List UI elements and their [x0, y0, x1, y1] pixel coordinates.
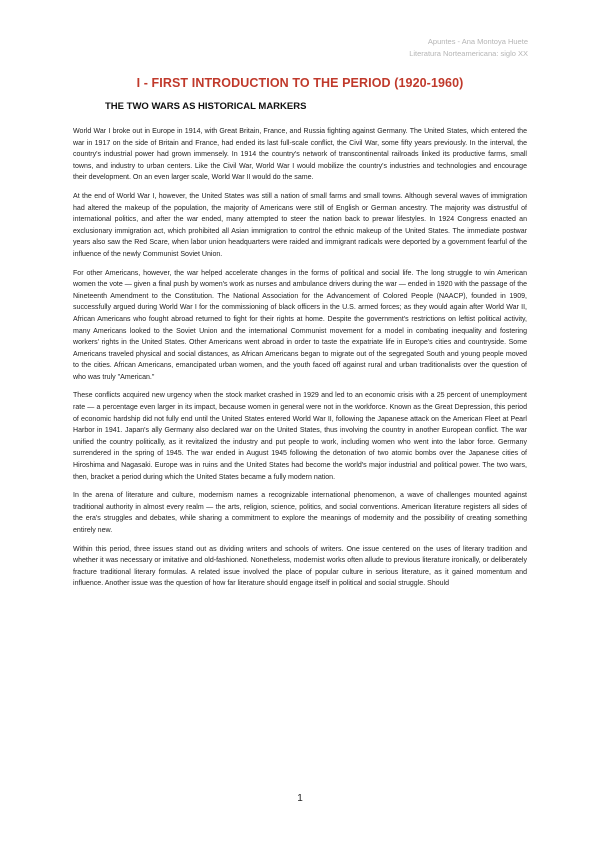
- paragraph: Within this period, three issues stand out as dividing writers and schools of writers. One issue centered on the uses of literary tradition and whether it was necessary or imitative and old-fashioned. Nonetheless, modernist works often allude to previous literature ironically, or deliberately fracture traditional literary formulas. A related issue involved the place of popular culture in serious literature, as it gained momentum and influence. Another issue was the question of how far literature should engage itself in political and social struggle. Should: [73, 545, 527, 588]
- paragraph: These conflicts acquired new urgency when the stock market crashed in 1929 and led to an economic crisis with a 25 percent of unemployment rate — a percentage even larger in its impact, because women in general were not in the workforce. Known as the Great Depression, this period of economic hardship did not fully end until the United States entered World War II, following the Japanese attack on the American Fleet at Pearl Harbor in 1941. Japan's ally Germany also declared war on the United States, thus involving the country in another European conflict. The war unified the country politically, as it revitalized the industry and put people to work, including women who went into the labor force. Germany surrendered in the spring of 1945. The war ended in August 1945 following the detonation of two atomic bombs over the Japanese cities of Hiroshima and Nagasaki. Europe was in ruins and the United States had become the world's major industrial and political power. The two wars, then, bracket a period during which the United States became a fully modern nation.: [73, 392, 527, 481]
- body-text: [73, 126, 527, 597]
- paragraph: For other Americans, however, the war helped accelerate changes in the forms of political and social life. The long struggle to win American women the vote — given a final push by women's work as nurses and ambulance drivers during the war — ended in 1920 with the passage of the Nineteenth Amendment to the Constitution. The National Association for the Advancement of Colored People (NAACP), founded in 1909, successfully argued during World War I for the commissioning of black officers in the U.S. armed forces; as they would again after World War II, African Americans who fought abroad returned to fight for their rights at home. Despite the government's restrictions on leftist political activity, many Americans looked to the Soviet Union and the international Communist movement for a model in combating inequality and fostering workers' rights in the United States. Other Americans went abroad in order to taste the expatriate life in Europe's cities and countryside. Some Americans traveled physical and social distances, as African Americans began to migrate out of the segregated South and young people moved to the cities. African Americans, emancipated urban women, and the youth faced off against rural and urban traditionalists over the question of who was truly "American.": [73, 269, 527, 381]
- paragraph: At the end of World War I, however, the United States was still a nation of small farms and small towns. Although several waves of immigration had altered the makeup of the population, the majority of Americans were still of English or German ancestry. The majority was distrustful of international politics, and after the war ended, many attempted to steer the nation back to prewar lifestyles. In 1924 Congress enacted an exclusionary immigration act, which prohibited all Asian immigration to control the ethnic makeup of the United States. The immediate postwar years also saw the Red Scare, when labor union headquarters were raided and immigrant radicals were deported by a government fearful of the influence of the newly Communist Soviet Union.: [73, 192, 527, 258]
- header-course: Literatura Norteamericana: siglo XX: [409, 49, 528, 58]
- page-number: 1: [297, 793, 303, 804]
- paragraph: World War I broke out in Europe in 1914, with Great Britain, France, and Russia fighting against Germany. The United States, which entered the war in 1917 on the side of Britain and France, had ended its last full-scale conflict, the Civil War, some fifty years previously. In the interval, the country's industrial power had grown immensely. In 1914 the country's network of transcontinental railroads linked its productive farms, small towns, and industry to urban centers. Like the Civil War, World War I would mobilize the country's industries and technologies and encourage their development. On an even larger scale, World War II would do the same.: [73, 128, 527, 182]
- header-author: Apuntes - Ana Montoya Huete: [427, 37, 528, 46]
- section-heading: THE TWO WARS AS HISTORICAL MARKERS: [105, 101, 307, 112]
- page-header: [409, 36, 528, 60]
- page-title: I - FIRST INTRODUCTION TO THE PERIOD (1920-1960): [136, 76, 464, 90]
- paragraph: In the arena of literature and culture, modernism names a recognizable international phenomenon, a wave of challenges mounted against traditional authority in almost every realm — the arts, religion, science, politics, and social conventions. American literature registers all sides of the era's struggles and debates, while sharing a commitment to explore the meanings of modernity and the possibility of creating something entirely new.: [73, 492, 527, 534]
